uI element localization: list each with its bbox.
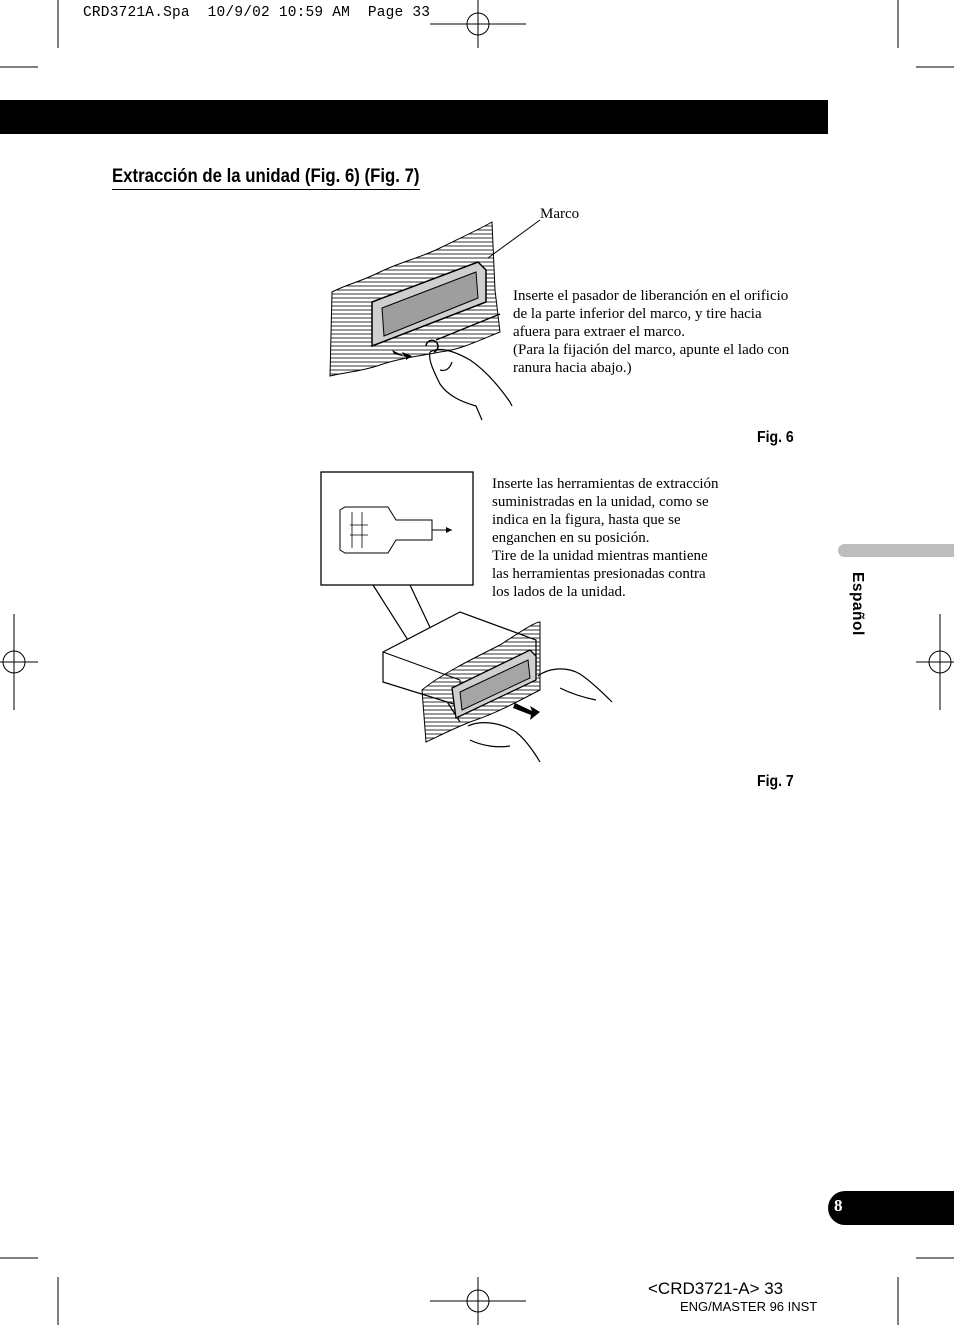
fig7-line: Inserte las herramientas de extracción <box>492 476 719 492</box>
fig6-instructions <box>513 287 789 377</box>
fig7-line: Tire de la unidad mientras mantiene <box>492 548 708 564</box>
fig6-line: (Para la fijación del marco, apunte el lado con <box>513 342 790 358</box>
fig6-line: Inserte el pasador de liberanción en el orificio <box>513 288 789 304</box>
footer-code: <CRD3721-A> 33 <box>648 1279 784 1298</box>
fig7-line: los lados de la unidad. <box>492 584 626 600</box>
fig6-line: ranura hacia abajo.) <box>513 360 632 376</box>
fig7-line: enganchen en su posición. <box>492 530 650 546</box>
fig6-line: de la parte inferior del marco, y tire hacia <box>513 306 762 322</box>
footer-subtitle: ENG/MASTER 96 INST <box>680 1299 818 1314</box>
fig6-callout-marco: Marco <box>540 206 580 222</box>
language-tab-marker <box>838 544 954 557</box>
section-title: Extracción de la unidad (Fig. 6) (Fig. 7) <box>112 165 419 190</box>
fig7-instructions <box>492 475 719 601</box>
language-label: Español <box>849 572 866 636</box>
fig7-line: indica en la figura, hasta que se <box>492 512 681 528</box>
fig6-label: Fig. 6 <box>757 429 794 446</box>
print-header: CRD3721A.Spa 10/9/02 10:59 AM Page 33 <box>83 5 431 21</box>
fig6-line: afuera para extraer el marco. <box>513 324 685 340</box>
fig7-line: las herramientas presionadas contra <box>492 566 706 582</box>
page-number: 8 <box>834 1196 843 1215</box>
header-bar <box>0 100 828 134</box>
fig7-line: suministradas en la unidad, como se <box>492 494 709 510</box>
page-number-tab <box>828 1191 954 1225</box>
fig7-label: Fig. 7 <box>757 773 794 790</box>
